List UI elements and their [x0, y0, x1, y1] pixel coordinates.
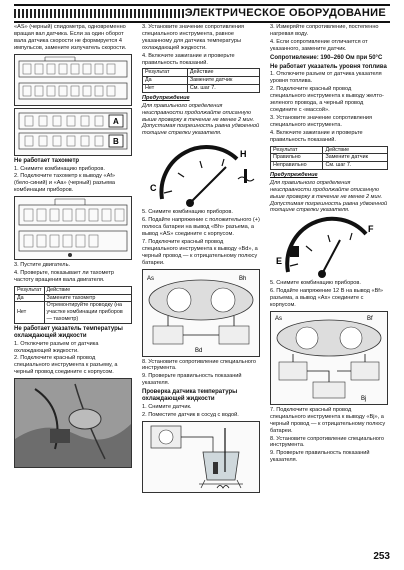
tachometer-connector-diagram	[14, 196, 132, 260]
paragraph: 2. Подключите красный провод специального инструмента к выводу желто-зеленого провода, а черный провод соедините с «массой».	[270, 86, 384, 113]
paragraph: 4. Если сопротивление отличается от указанного, замените датчик.	[270, 38, 368, 52]
paragraph: 6. Подайте напряжение с положительного (+) полюса батареи на вывод «Bh» разъема, а вывод «AS» соедините с корпусом.	[142, 217, 260, 237]
table-cell: Замените датчик	[187, 77, 259, 85]
gauge-label-f: F	[368, 224, 374, 235]
section-header	[14, 4, 390, 23]
fuel-cluster-wiring-diagram	[270, 311, 388, 405]
warning-text: Для правильного определения неисправности продолжайте описанную выше проверку в течение не менее 2 мин. Допустимая погрешность равна удвоенной толщине стрелки указателя.	[142, 102, 260, 137]
header-stripe	[14, 9, 184, 18]
table-header: Действие	[323, 146, 388, 154]
page-number: 253	[373, 551, 390, 562]
paragraph: 5. Снимите комбинацию приборов.	[270, 280, 361, 287]
sensor-water-test-diagram	[142, 421, 260, 493]
paragraph: 7. Подключите красный провод специального инструмента к выводу «Bd», а черный провод — к отрицательному полюсу батареи.	[142, 238, 258, 266]
table-cell: Да	[143, 77, 188, 85]
paragraph: 3. Установите значение сопротивления специального инструмента, равное указанному для датчика температуры охлаждающей жидкости.	[142, 24, 245, 51]
fuel-pump-icon	[290, 246, 299, 257]
paragraph: 1. Снимите датчик.	[142, 403, 192, 410]
table-header: Результат	[15, 286, 45, 294]
table-cell: Отремонтируйте проводку (на участке комбинации приборов — тахометр)	[44, 302, 131, 323]
paragraph: «AS» (черный) спидометра, одновременно вращая вал датчика. Если за один оборот вала датчика скорости не формируется 4 импульсов, замените излучатель скорости.	[14, 24, 127, 51]
table-header: Результат	[271, 146, 323, 154]
figure-label-as: As	[275, 315, 283, 322]
gauge-label-h: H	[240, 149, 247, 160]
result-table	[270, 146, 388, 170]
paragraph: 9. Проверьте правильность показаний указателя.	[270, 450, 370, 464]
gauge-label-c: C	[150, 183, 157, 194]
table-cell: Замените датчик	[323, 154, 388, 162]
table-cell: Нет	[143, 85, 188, 93]
result-table	[14, 286, 132, 324]
heading: Не работает тахометр	[14, 157, 80, 164]
warning-text: Для правильного определения неисправности продолжайте описанную выше проверку в течение не менее 2 мин. Допустимая погрешность равна удвоенной толщине стрелки указателя.	[270, 179, 388, 214]
paragraph: 7. Подключите красный провод специального инструмента к выводу «Bj», а черный провод — к отрицательному полюсу батареи.	[270, 406, 386, 434]
table-cell: См. шаг 7.	[187, 85, 259, 93]
paragraph: 4. Включите зажигание и проверьте правильность показаний.	[142, 52, 235, 66]
flame-icon	[217, 485, 229, 488]
figure-label-bj: Bj	[361, 395, 367, 402]
paragraph: 3. Установите значение сопротивления специального инструмента.	[270, 114, 373, 128]
table-cell: Нет	[15, 302, 45, 323]
paragraph: 2. Поместите датчик в сосуд с водой.	[142, 411, 239, 418]
paragraph: 3. Измеряйте сопротивление, постепенно нагревая воду.	[270, 24, 379, 37]
paragraph: 8. Установите сопротивление специального инструмента.	[270, 435, 384, 449]
paragraph: 8. Установите сопротивление специального инструмента.	[142, 358, 256, 372]
table-cell: См. шаг 7.	[323, 162, 388, 170]
table-cell: Неправильно	[271, 162, 323, 170]
thermometer-icon	[244, 169, 247, 183]
result-table	[142, 68, 260, 92]
figure-label-as: As	[147, 275, 155, 282]
column-1	[14, 24, 132, 470]
table-header: Действие	[44, 286, 131, 294]
paragraph: 5. Снимите комбинацию приборов.	[142, 209, 233, 216]
table-header: Результат	[143, 69, 188, 77]
gauge-label-e: E	[276, 256, 283, 267]
table-cell: Правильно	[271, 154, 323, 162]
paragraph: 4. Проверьте, показывает ли тахометр частоту вращения вала двигателя.	[14, 270, 115, 283]
heading: Не работает указатель температуры охлаждающей жидкости	[14, 325, 123, 339]
table-header: Действие	[187, 69, 259, 77]
resistance-spec: Сопротивление: 190–260 Ом при 50°С	[270, 54, 383, 61]
paragraph: 1. Отключите разъем от датчика охлаждающей жидкости.	[14, 340, 99, 354]
paragraph: 2. Подключите красный провод специального инструмента к разъему, а черный провод соедините с корпусом.	[14, 355, 118, 376]
connector-diagram-b	[14, 108, 132, 156]
column-3	[270, 24, 388, 465]
paragraph: 1. Отключите разъем от датчика указателя уровня топлива.	[270, 71, 382, 85]
paragraph: 6. Подайте напряжение 12 В на вывод «Bf» разъема, а вывод «As» соедините с корпусом.	[270, 288, 383, 309]
heading: Не работает указатель уровня топлива	[270, 63, 387, 70]
section-title: ЭЛЕКТРИЧЕСКОЕ ОБОРУДОВАНИЕ	[184, 7, 386, 19]
table-cell: Замените тахометр	[44, 294, 131, 302]
figure-label-bf: Bf	[367, 315, 373, 322]
table-cell: Да	[15, 294, 45, 302]
figure-label-a: A	[113, 116, 119, 126]
paragraph: 9. Проверьте правильность показаний указателя.	[142, 373, 242, 387]
fuel-gauge-figure	[270, 216, 388, 278]
column-2	[142, 24, 260, 495]
warning-title: Предупреждение	[270, 171, 318, 178]
paragraph: 2. Подключите тахометр к выводу «Af» (бело-синий) и «Aa» (черный) разъема комбинации приборов.	[14, 173, 116, 194]
connector-diagram-a	[14, 54, 132, 106]
warning-title: Предупреждение	[142, 94, 190, 101]
paragraph: 1. Снимите комбинацию приборов.	[14, 165, 105, 172]
figure-label-bh: Bh	[239, 275, 247, 282]
temperature-gauge-figure	[142, 139, 260, 207]
instrument-cluster-wiring-diagram	[142, 269, 260, 357]
coolant-sensor-photo	[14, 378, 132, 468]
paragraph: 3. Пустите двигатель.	[14, 262, 71, 269]
figure-label-bd: Bd	[195, 347, 203, 354]
heading: Проверка датчика температуры охлаждающей жидкости	[142, 389, 238, 403]
paragraph: 4. Включите зажигание и проверьте правильность показаний.	[270, 129, 363, 143]
figure-label-b: B	[113, 136, 119, 146]
